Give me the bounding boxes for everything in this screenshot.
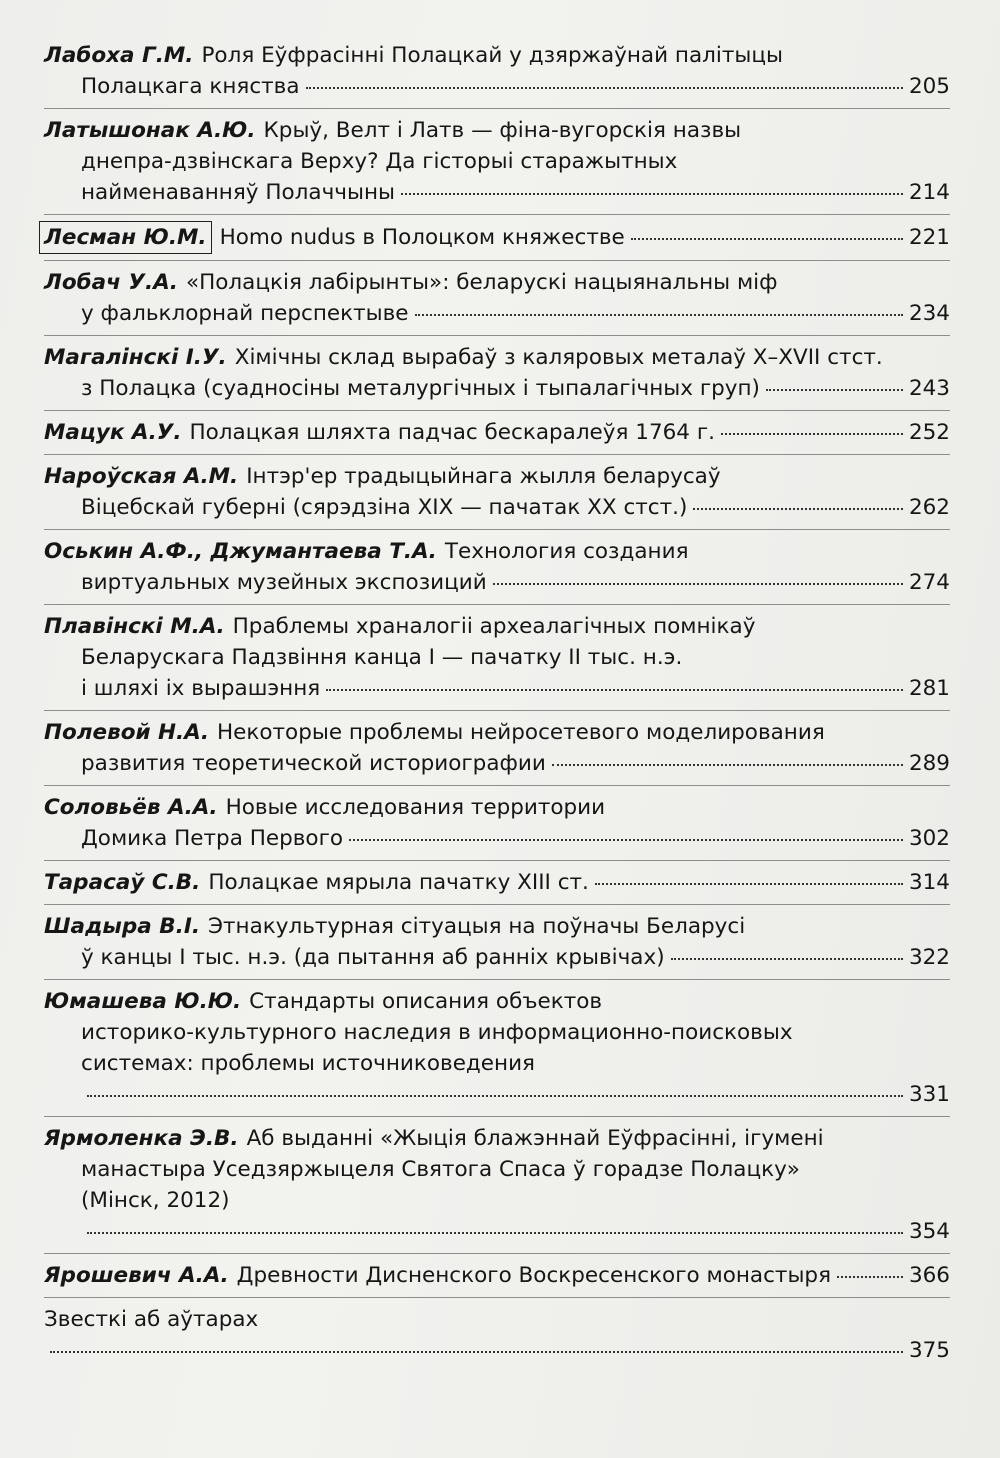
toc-line [44,1185,950,1216]
toc-author: Лабоха Г.М. [44,43,194,68]
toc-entry [44,1304,950,1366]
toc-entry [44,461,950,523]
separator-line [44,604,950,605]
toc-line [44,298,950,329]
toc-title-text: Аб выданні «Жыція блажэннай Еўфрасінні, ігумені [246,1126,824,1151]
toc-line [44,911,950,942]
toc-line [44,673,950,704]
toc-title-text: Полацкая шляхта падчас бескаралеўя 1764 г. [189,420,715,445]
toc-title-text: Крыў, Велт і Латв — фіна-вугорскія назвы [263,118,742,143]
page-number: 243 [908,376,950,401]
toc-line [44,536,950,567]
toc-title-text: Древности Дисненского Воскресенского монастыря [236,1263,831,1288]
page-number: 252 [908,420,950,445]
toc-author: Юмашева Ю.Ю. [44,989,242,1014]
toc-title-text: ў канцы I тыс. н.э. (да пытання аб ранніх крывічах) [81,945,665,970]
toc-entry [44,267,950,329]
toc-line [44,115,950,146]
toc-line [44,986,950,1017]
toc-title-text: і шляхі іх вырашэння [81,676,321,701]
toc-line [44,40,950,71]
toc-title-text: Технология создания [444,539,689,564]
toc-author: Лобач У.А. [44,270,178,295]
toc-title-text: Homo nudus в Полоцком княжестве [219,225,625,250]
dot-leader [326,689,903,691]
separator-line [44,260,950,261]
toc-entry [44,986,950,1110]
toc-author: Нароўская А.М. [44,464,239,489]
toc-title-text: Праблемы храналогіі археалагічных помнікаў [232,614,756,639]
separator-line [44,860,950,861]
toc-author: Мацук А.У. [44,420,182,445]
toc-entry [44,40,950,102]
page-number: 205 [908,74,950,99]
toc-title-text: Хімічны склад вырабаў з каляровых металаў X–XVII стст. [234,345,883,370]
separator-line [44,108,950,109]
separator-line [44,1297,950,1298]
toc-entry [44,221,950,254]
toc-entry [44,792,950,854]
page-number: 234 [908,301,950,326]
toc-entry [44,911,950,973]
separator-line [44,335,950,336]
dot-leader [552,764,903,766]
toc-author: Лесман Ю.М. [39,221,212,254]
toc-entry [44,717,950,779]
toc-author: Тарасаў С.В. [44,870,201,895]
toc-author: Плавінскі М.А. [44,614,225,639]
toc-line [44,417,950,448]
toc-line [44,1304,950,1335]
page-number: 354 [908,1219,950,1244]
toc-line [44,492,950,523]
toc-line [44,748,950,779]
dot-leader [87,1232,903,1234]
toc-author: Соловьёв А.А. [44,795,218,820]
separator-line [44,1253,950,1254]
toc-line [44,1335,950,1366]
toc-title-text: «Полацкія лабірынты»: беларускі нацыянальны міф [185,270,778,295]
toc-line [44,792,950,823]
toc-title-text: Полацкае мярыла пачатку XIII ст. [208,870,589,895]
separator-line [44,1116,950,1117]
toc-entry [44,342,950,404]
page-number: 302 [908,826,950,851]
toc-title-text: Некоторые проблемы нейросетевого моделирования [217,720,825,745]
toc-title-text: Полацкага княства [81,74,300,99]
toc-entry [44,417,950,448]
toc-title-text: манастыра Уседзяржыцеля Святога Спаса ў горадзе Полацку» [81,1157,800,1182]
toc-line [44,267,950,298]
separator-line [44,529,950,530]
toc-line [44,1154,950,1185]
toc-title-text: (Мінск, 2012) [81,1188,230,1213]
toc-title-text: историко-культурного наследия в информационно-поисковых [81,1020,793,1045]
toc-entry [44,1260,950,1291]
dot-leader [306,87,903,89]
toc-line [44,823,950,854]
toc-line [44,177,950,208]
toc-line [44,1048,950,1079]
toc-author: Ярошевич А.А. [44,1263,229,1288]
toc-entry [44,536,950,598]
separator-line [44,454,950,455]
table-of-contents [44,40,950,1366]
toc-line [44,146,950,177]
dot-leader [766,389,903,391]
toc-line [44,567,950,598]
page-number: 281 [908,676,950,701]
toc-line [44,373,950,404]
toc-title-text: системах: проблемы источниковедения [81,1051,535,1076]
toc-author: Магалінскі І.У. [44,345,227,370]
toc-author: Ярмоленка Э.В. [44,1126,239,1151]
dot-leader [595,883,903,885]
dot-leader [837,1276,903,1278]
toc-title-text: виртуальных музейных экспозиций [81,570,487,595]
dot-leader [631,238,903,240]
page-number: 322 [908,945,950,970]
dot-leader [493,583,903,585]
page-number: 262 [908,495,950,520]
toc-line [44,717,950,748]
page-number: 366 [908,1263,950,1288]
page-number: 289 [908,751,950,776]
toc-author: Оськин А.Ф., Джумантаева Т.А. [44,539,437,564]
toc-line [44,1260,950,1291]
toc-title-text: Віцебскай губерні (сярэдзіна XIX — пачатак XX стст.) [81,495,688,520]
toc-author: Шадыра В.І. [44,914,200,939]
toc-title-text: днепра-дзвінскага Верху? Да гісторыі старажытных [81,149,678,174]
toc-title-text: Стандарты описания объектов [249,989,603,1014]
toc-title-text: у фальклорнай перспектыве [81,301,409,326]
toc-title-text: з Полацка (суадносіны металургічных і тыпалагічных груп) [81,376,760,401]
toc-line [44,1216,950,1247]
toc-entry [44,1123,950,1247]
toc-entry [44,867,950,898]
dot-leader [415,314,903,316]
page-number: 375 [908,1338,950,1363]
toc-line [44,867,950,898]
toc-line [44,461,950,492]
dot-leader [401,193,903,195]
dot-leader [349,839,903,841]
toc-title-text: развития теоретической историографии [81,751,546,776]
dot-leader [721,433,903,435]
dot-leader [50,1351,903,1353]
toc-title-text: Беларускага Падзвіння канца I — пачатку II тыс. н.э. [81,645,683,670]
dot-leader [693,508,903,510]
dot-leader [671,958,903,960]
separator-line [44,904,950,905]
page-number: 221 [908,225,950,250]
separator-line [44,710,950,711]
page-number: 274 [908,570,950,595]
toc-line [44,942,950,973]
toc-line [44,611,950,642]
page-number: 214 [908,180,950,205]
toc-title-text: Звесткі аб аўтарах [44,1307,259,1332]
page-number: 314 [908,870,950,895]
toc-title-text: Этнакультурная сітуацыя на поўначы Беларусі [207,914,746,939]
toc-title-text: Домика Петра Первого [81,826,344,851]
separator-line [44,214,950,215]
toc-title-text: найменаванняў Полаччыны [81,180,395,205]
toc-author: Полевой Н.А. [44,720,209,745]
separator-line [44,785,950,786]
toc-entry [44,611,950,704]
toc-line [44,1123,950,1154]
toc-title-text: Новые исследования территории [225,795,606,820]
toc-line [44,342,950,373]
toc-entry [44,115,950,208]
toc-line [44,71,950,102]
toc-title-text: Інтэр'ер традыцыйнага жылля беларусаў [246,464,721,489]
toc-line [44,1017,950,1048]
page-number: 331 [908,1082,950,1107]
toc-line [44,642,950,673]
toc-line [44,221,950,254]
toc-line [44,1079,950,1110]
toc-title-text: Роля Еўфрасінні Полацкай у дзяржаўнай палітыцы [201,43,783,68]
dot-leader [87,1095,903,1097]
separator-line [44,979,950,980]
toc-author: Латышонак А.Ю. [44,118,256,143]
separator-line [44,410,950,411]
